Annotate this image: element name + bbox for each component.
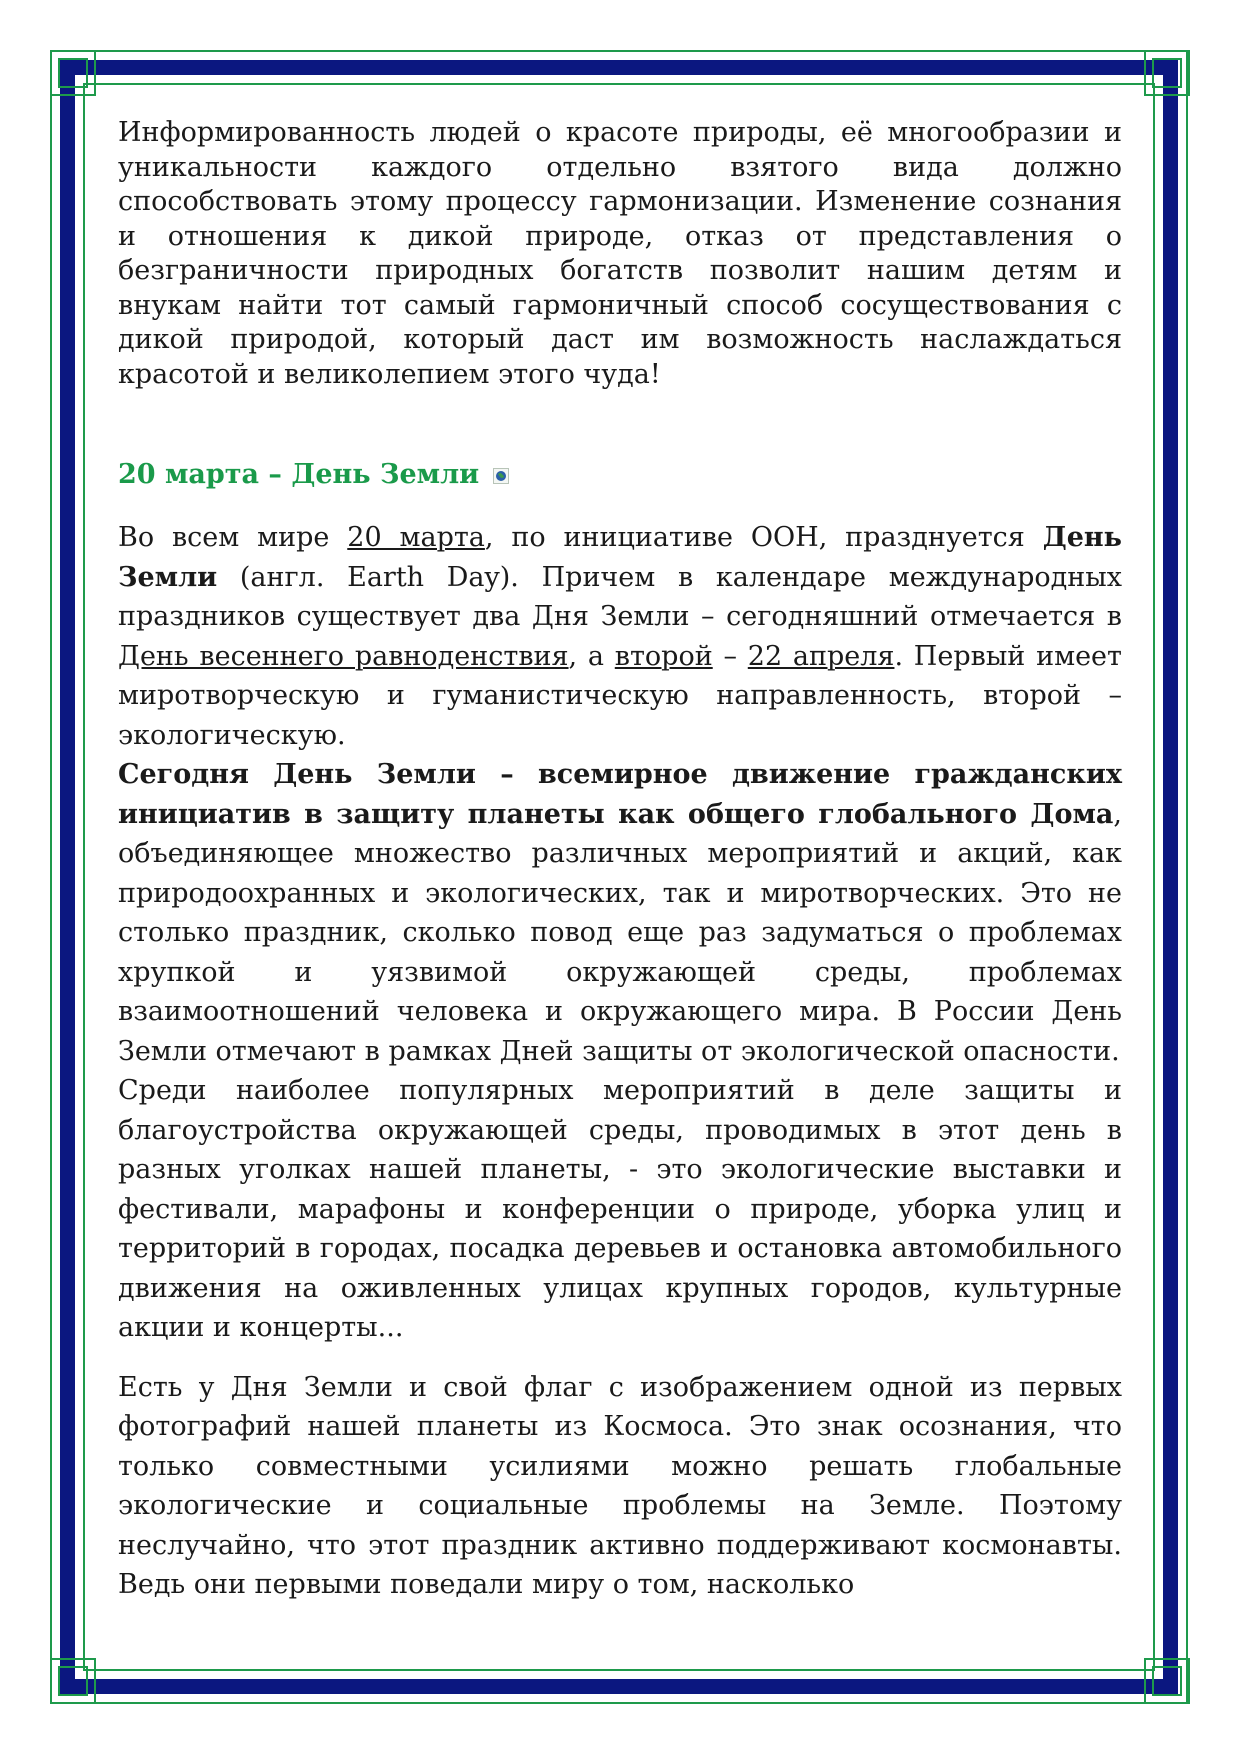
intro-paragraph: Информированность людей о красоте природы, её многообразии и уникальности каждого отдельно взятого вида должно способствовать этому процессу гармонизации. Изменение сознания и отношения к дикой природе, отказ от представления о безграничности природных богатств позволит нашим детям и внукам найти тот самый гармоничный способ сосуществования с дикой природой, который даст им возможность наслаждаться красотой и великолепием этого чуда! [118,117,1122,390]
paragraph-flag: Есть у Дня Земли и свой флаг с изображением одной из первых фотографий нашей планеты из Космоса. Это знак осознания, что только совместными усилиями можно решать глобальные экологические и социальные проблемы на Земле. Поэтому неслучайно, что этот праздник активно поддерживают космонавты. Ведь они первыми поведали миру о том, насколько [118,1371,1122,1600]
section-heading-text: 20 марта – День Земли [118,459,480,490]
link-april-22[interactable]: 22 апреля [747,640,895,672]
corner-ornament-inner-bottom-left [58,1666,88,1696]
text-run: , а [568,640,615,672]
bold-movement-statement: Сегодня День Земли – всемирное движение гражданских инициатив в защиту планеты как общего глобального Дома [118,759,1122,830]
bold-earth-day: День Земли [118,522,1122,593]
text-run: (англ. Earth Day). Причем в календаре международных праздников существует два Дня Земли – сегодняшний отмечается в [118,561,1122,632]
text-run: – [712,640,748,672]
corner-ornament-inner-top-left [58,58,88,88]
text-run: Во всем мире [118,522,348,553]
paragraph-earth-day [118,518,1122,755]
paragraph-movement [118,755,1122,1071]
corner-ornament-inner-bottom-right [1152,1666,1182,1696]
page-content [118,116,1122,1605]
paragraph-events: Среди наиболее популярных мероприятий в деле защиты и благоустройства окружающей среды, проводимых в этот день в разных уголках нашей планеты, - это экологические выставки и фестивали, марафоны и конференции о природе, уборка улиц и территорий в городах, посадка деревьев и остановка автомобильного движения на оживленных улицах крупных городов, культурные акции и концерты... [118,1075,1122,1343]
text-run: , объединяющее множество различных мероприятий и акций, как природоохранных и экологических, так и миротворческих. Это не столько праздник, сколько повод еще раз задуматься о проблемах хрупкой и уязвимой окружающей среды, проблемах взаимоотношений человека и окружающего мира. В России День Земли отмечают в рамках Дней защиты от экологической опасности. [118,798,1122,1067]
globe-icon [493,468,509,484]
corner-ornament-inner-top-right [1152,58,1182,88]
link-march-20[interactable]: 20 марта [347,522,485,553]
link-equinox[interactable]: День весеннего равноденствия [118,640,569,672]
section-heading [118,458,1122,492]
text-run: . Первый имеет миротворческую и гуманистическую направленность, второй – экологическую. [118,640,1122,751]
text-run: , по инициативе ООН, празднуется [484,522,1043,553]
link-second[interactable]: второй [614,640,713,672]
